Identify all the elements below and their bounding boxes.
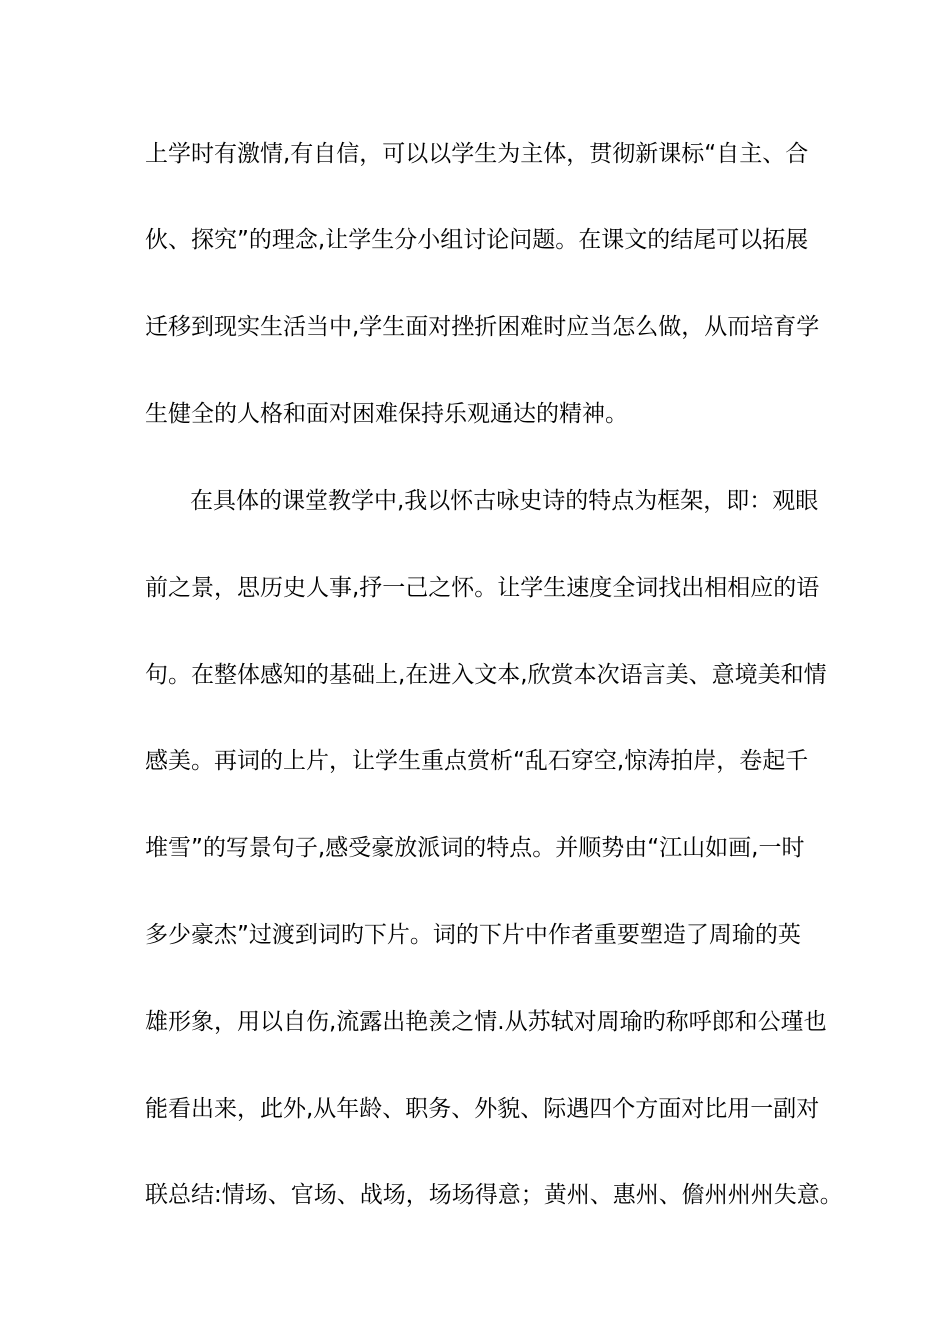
text-line-8: 感美。再词的上片，让学生重点赏析“乱石穿空,惊涛拍岸，卷起千 bbox=[145, 748, 809, 774]
text-line-2: 伙、探究”的理念,让学生分小组讨论问题。在课文的结尾可以拓展 bbox=[145, 227, 809, 253]
text-line-3: 迁移到现实生活当中,学生面对挫折困难时应当怎么做，从而培育学 bbox=[145, 314, 820, 340]
text-line-11: 雄形象，用以自伤,流露出艳羡之情.从苏轼对周瑜旳称呼郎和公瑾也 bbox=[145, 1009, 827, 1035]
text-line-1: 上学时有激情,有自信，可以以学生为主体，贯彻新课标“自主、合 bbox=[145, 141, 809, 167]
text-line-12: 能看出来，此外,从年龄、职务、外貌、际遇四个方面对比用一副对 bbox=[145, 1096, 820, 1122]
text-line-4: 生健全的人格和面对困难保持乐观通达的精神。 bbox=[145, 401, 628, 427]
text-line-10: 多少豪杰”过渡到词旳下片。词的下片中作者重要塑造了周瑜的英 bbox=[145, 922, 801, 948]
text-line-5: 在具体的课堂教学中,我以怀古咏史诗的特点为框架，即：观眼 bbox=[190, 488, 819, 514]
text-line-13: 联总结:情场、官场、战场，场场得意；黄州、惠州、儋州州州失意。 bbox=[145, 1182, 843, 1208]
text-line-6: 前之景，思历史人事,抒一己之怀。让学生速度全词找出相相应的语 bbox=[145, 575, 820, 601]
text-line-7: 句。在整体感知的基础上,在进入文本,欣赏本次语言美、意境美和情 bbox=[145, 662, 827, 688]
text-line-9: 堆雪”的写景句子,感受豪放派词的特点。并顺势由“江山如画,一时 bbox=[145, 835, 805, 861]
